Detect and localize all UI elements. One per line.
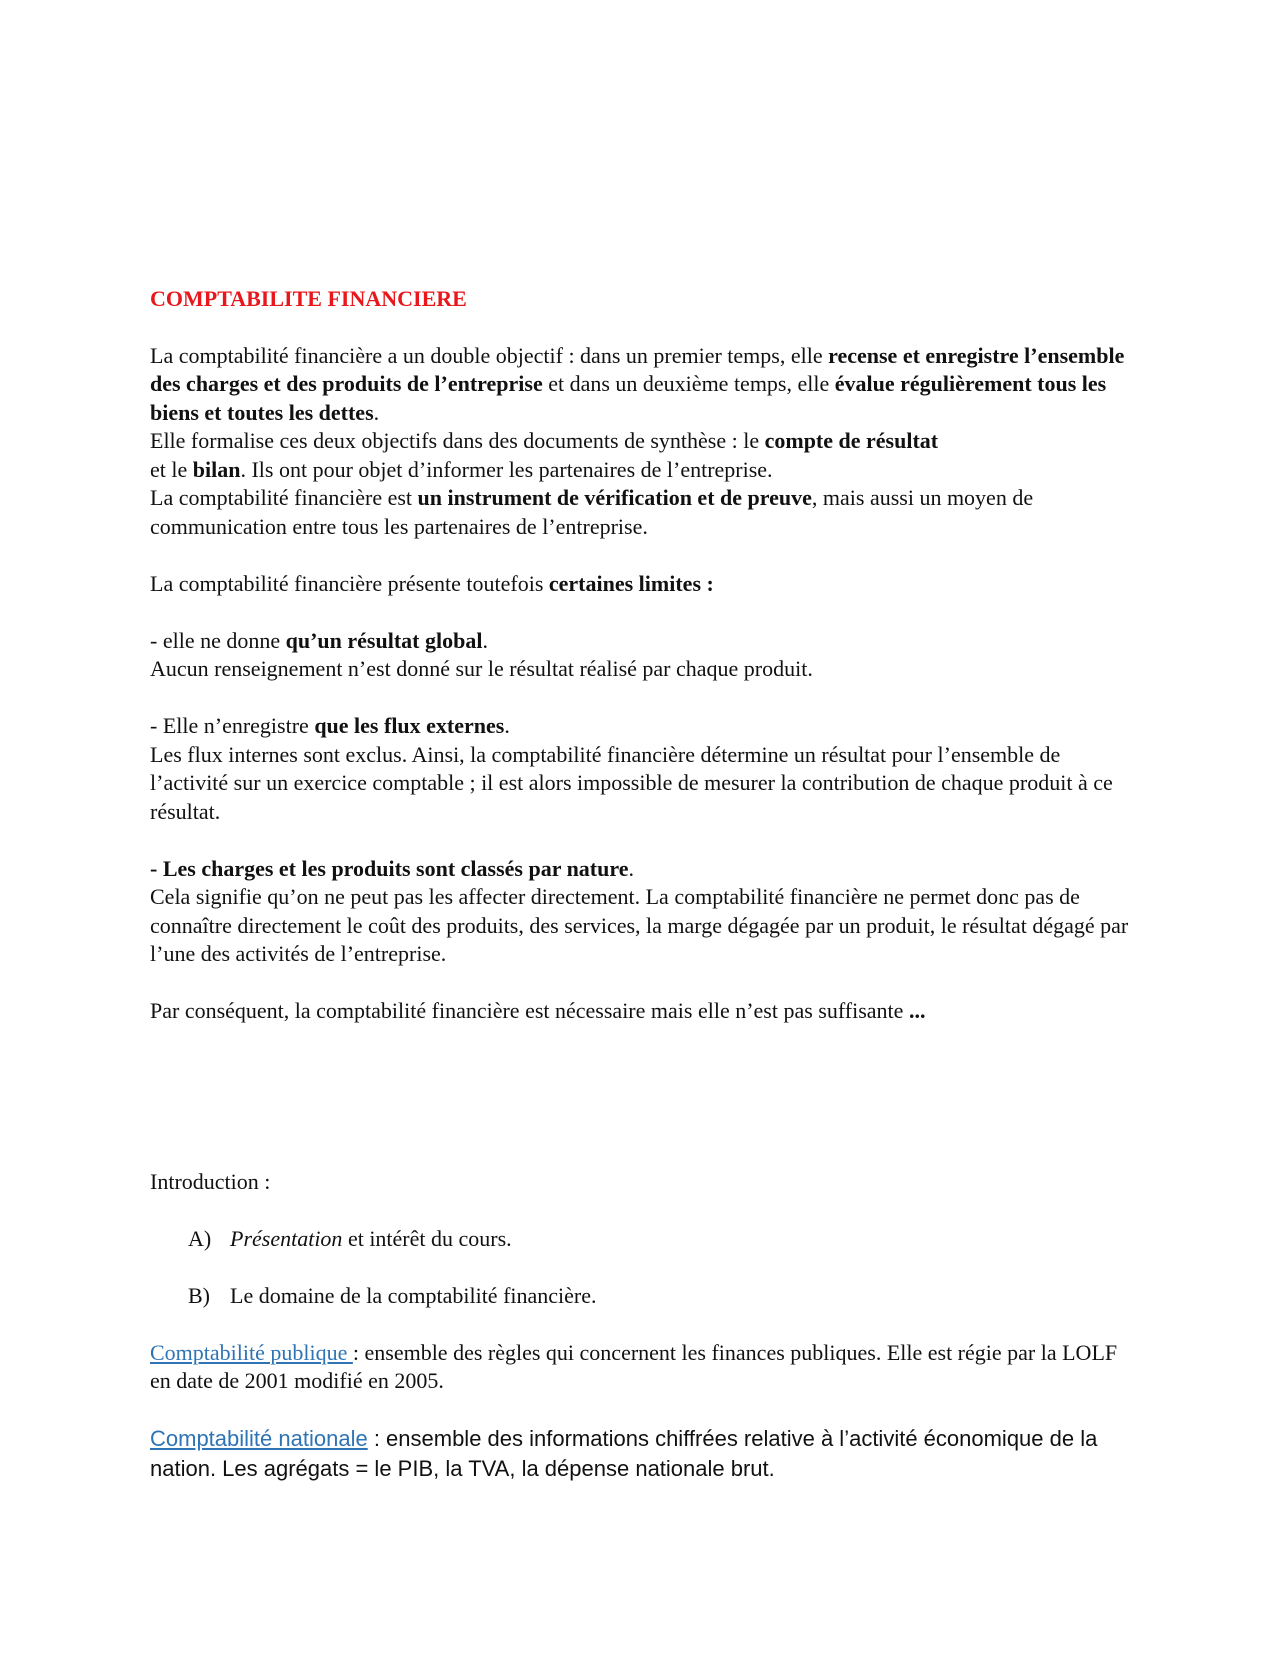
text-span: . (628, 855, 635, 881)
bold-text: compte de résultat (764, 428, 939, 453)
text-span: - elle ne donne (150, 627, 286, 653)
bold-text: un instrument de vérification et de preuve (417, 485, 812, 510)
document-page (150, 285, 1140, 1484)
limit-classification (150, 855, 1140, 969)
bold-text: Les charges et les produits sont classés par nature (162, 855, 629, 881)
bold-text: certaines limites : (548, 570, 714, 596)
text-span: . (373, 399, 380, 425)
paragraph-limits (150, 570, 1140, 599)
bold-text: bilan (192, 456, 241, 482)
paragraph-documents (150, 427, 1140, 484)
text-span: La comptabilité financière a un double objectif : dans un premier temps, elle (150, 342, 829, 368)
bold-text: recense et enregistre l’ensemble des charges et des produits de l’entreprise (150, 342, 1125, 396)
comptabilite-nationale-link[interactable]: Comptabilité nationale (150, 1426, 368, 1451)
bold-text: - (150, 855, 163, 881)
text-span: Cela signifie qu’on ne peut pas les affecter directement. La comptabilité financière ne permet donc pas de connaître directement le coût des produits, des services, la marge dégagée par un produit, le résultat dégagé par l’une des activités de l’entreprise. (150, 884, 1129, 966)
paragraph-objectives (150, 342, 1140, 428)
text-span: Elle formalise ces deux objectifs dans des documents de synthèse : le (150, 428, 765, 453)
comptabilite-publique-link[interactable]: Comptabilité publique (150, 1339, 353, 1365)
bold-text: que les flux externes (314, 713, 505, 738)
text-span: , mais aussi un moyen de communication entre tous les partenaires de l’entreprise. (150, 485, 1034, 539)
paragraph-comptabilite-nationale (150, 1424, 1140, 1484)
list-marker: B) (188, 1282, 210, 1308)
limit-external-flows (150, 712, 1140, 826)
bold-text: ... (908, 998, 926, 1023)
list-item (188, 1225, 1140, 1254)
page-title: COMPTABILITE FINANCIERE (150, 286, 467, 311)
text-span: . Ils ont pour objet d’informer les partenaires de l’entreprise. (240, 456, 773, 482)
text-span: et dans un deuxième temps, elle (542, 371, 835, 396)
text-span: La comptabilité financière présente toutefois (150, 570, 549, 596)
text-span: Le domaine de la comptabilité financière. (230, 1282, 597, 1308)
introduction-heading: Introduction : (150, 1168, 271, 1194)
text-span: : ensemble des règles qui concernent les finances publiques. Elle est régie par la LOLF en date de 2001 modifié en 2005. (150, 1339, 1118, 1393)
text-span: Par conséquent, la comptabilité financière est nécessaire mais elle n’est pas suffisante (150, 998, 909, 1023)
text-span: . (504, 713, 510, 738)
text-span: et intérêt du cours. (342, 1225, 512, 1251)
list-item (188, 1282, 1140, 1311)
introduction-list (150, 1225, 1140, 1311)
text-span: La comptabilité financière est (150, 485, 418, 510)
list-item-text (230, 1225, 512, 1254)
paragraph-comptabilite-publique (150, 1339, 1140, 1396)
text-span: et le (150, 456, 193, 482)
text-span: Aucun renseignement n’est donné sur le résultat réalisé par chaque produit. (150, 656, 813, 681)
text-span: Les flux internes sont exclus. Ainsi, la comptabilité financière détermine un résultat pour l’ensemble de l’activité sur un exercice comptable ; il est alors impossible de mesurer la contribution de chaque produit à ce résultat. (150, 741, 1113, 824)
limit-global-result (150, 627, 1140, 684)
bold-text: évalue régulièrement tous les biens et toutes les dettes (150, 371, 1107, 425)
italic-text: Présentation (230, 1225, 343, 1251)
paragraph-conclusion (150, 997, 1140, 1026)
list-marker: A) (188, 1225, 212, 1251)
text-span: - Elle n’enregistre (150, 713, 315, 738)
list-item-text (230, 1282, 597, 1311)
bold-text: qu’un résultat global (285, 627, 483, 653)
text-span: . (482, 627, 488, 653)
paragraph-instrument (150, 484, 1140, 541)
text-span: : ensemble des informations chiffrées relative à l’activité économique de la nation. Les agrégats = le PIB, la TVA, la dépense nationale brut. (150, 1426, 1098, 1481)
